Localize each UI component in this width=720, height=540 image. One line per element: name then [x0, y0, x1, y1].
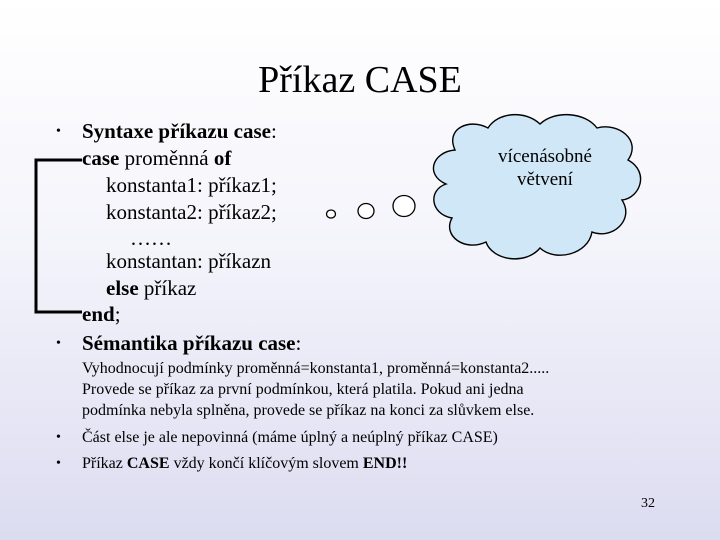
bullet4-mid: vždy končí klíčovým slovem	[169, 455, 363, 472]
code-line-1: konstanta1: příkaz1;	[106, 173, 277, 197]
bracket-line	[36, 160, 82, 312]
cloud-line-2: větvení	[517, 169, 573, 190]
else-statement: příkaz	[138, 276, 197, 300]
cloud-text	[470, 145, 620, 191]
bullet-icon: •	[56, 456, 61, 471]
else-keyword: else	[106, 276, 139, 300]
bullet-icon: •	[56, 336, 61, 351]
of-keyword: of	[213, 146, 232, 170]
semantics-line-3: podmínka nebyla splněna, provede se příkaz na konci za slůvkem else.	[82, 402, 535, 419]
bullet4-end: END!!	[362, 455, 408, 472]
case-keyword: case	[82, 146, 120, 170]
bullet-icon: •	[56, 124, 61, 139]
slide-title: Příkaz CASE	[258, 59, 462, 101]
semantics-line-2: Provede se příkaz za první podmínkou, která platila. Pokud ani jedna	[82, 381, 524, 398]
cloud-line-1: vícenásobné	[498, 146, 592, 167]
case-variable: proměnná	[119, 146, 214, 170]
end-keyword: end	[82, 302, 115, 326]
code-case-line	[82, 146, 231, 170]
bullet-end-keyword	[82, 453, 407, 474]
syntax-heading: Syntaxe příkazu case	[82, 119, 271, 143]
bullet-icon: •	[56, 430, 61, 445]
semantics-heading-colon: :	[295, 331, 302, 355]
bullet4-pre: Příkaz	[82, 455, 127, 472]
page-number: 32	[641, 496, 655, 511]
end-semicolon: ;	[114, 302, 121, 326]
semantics-heading: Sémantika příkazu case	[82, 331, 296, 355]
code-else-line	[106, 276, 196, 300]
code-line-n: konstantan: příkazn	[106, 249, 272, 273]
thought-bubble-small	[327, 210, 336, 218]
thought-bubble-medium	[358, 204, 374, 219]
semantics-line-1: Vyhodnocují podmínky proměnná=konstanta1, proměnná=konstanta2.....	[82, 360, 550, 377]
bullet-semantics	[82, 331, 301, 355]
bullet-else-optional: Část else je ale nepovinná (máme úplný a neúplný příkaz CASE)	[82, 429, 498, 446]
code-line-2: konstanta2: příkaz2;	[106, 200, 277, 224]
bullet4-case: CASE	[126, 455, 170, 472]
code-end-line	[82, 302, 121, 326]
bullet-syntax	[82, 119, 277, 143]
code-ellipsis: ……	[130, 226, 172, 250]
thought-bubble-large	[393, 196, 415, 217]
syntax-heading-colon: :	[271, 119, 277, 143]
